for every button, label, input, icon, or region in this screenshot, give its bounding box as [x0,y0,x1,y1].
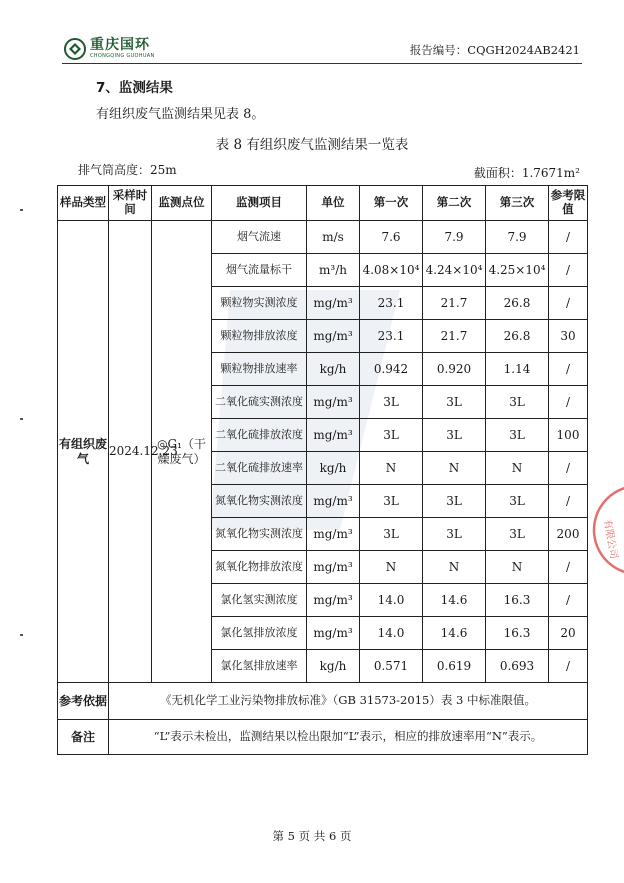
sample-type-cell: 有组织废气 [58,221,109,683]
value-third-cell: 3L [486,485,549,518]
unit-cell: mg/m³ [307,551,360,584]
limit-cell: / [549,386,588,419]
unit-cell: kg/h [307,650,360,683]
unit-cell: kg/h [307,353,360,386]
item-cell: 烟气流速 [212,221,307,254]
margin-mark [20,418,23,420]
svg-text:有限公司: 有限公司 [601,518,619,560]
value-second-cell: 0.920 [423,353,486,386]
value-first-cell: 0.942 [360,353,423,386]
value-third-cell: 7.9 [486,221,549,254]
value-first-cell: 3L [360,518,423,551]
note-row [58,720,588,755]
unit-cell: mg/m³ [307,485,360,518]
value-first-cell: 0.571 [360,650,423,683]
value-second-cell: 0.619 [423,650,486,683]
limit-cell: 200 [549,518,588,551]
limit-cell: / [549,584,588,617]
item-cell: 氯化氢实测浓度 [212,584,307,617]
value-third-cell: 16.3 [486,617,549,650]
value-second-cell: 4.24×10⁴ [423,254,486,287]
limit-cell: / [549,353,588,386]
page-footer: 第 5 页 共 6 页 [272,829,352,843]
value-third-cell: 26.8 [486,287,549,320]
company-seal [578,480,624,580]
value-first-cell: 14.0 [360,617,423,650]
value-first-cell: N [360,452,423,485]
value-third-cell: 4.25×10⁴ [486,254,549,287]
table-header-row [58,186,588,221]
page-header [0,0,624,70]
header-limit: 参考限值 [549,186,588,221]
value-first-cell: 3L [360,386,423,419]
value-second-cell: N [423,452,486,485]
value-third-cell: 26.8 [486,320,549,353]
value-third-cell: 3L [486,419,549,452]
value-third-cell: 0.693 [486,650,549,683]
value-second-cell: 21.7 [423,320,486,353]
header-unit: 单位 [307,186,360,221]
margin-mark [20,634,23,636]
margin-mark [20,209,23,211]
limit-cell: / [549,551,588,584]
limit-cell: / [549,254,588,287]
limit-cell: / [549,221,588,254]
limit-cell: / [549,485,588,518]
value-first-cell: N [360,551,423,584]
item-cell: 二氧化硫排放浓度 [212,419,307,452]
reference-label: 参考依据 [58,683,109,720]
cross-section-area: 截面积：1.7671m² [473,166,580,180]
logo-en-text: CHONGQING GUOHUAN [90,53,155,59]
unit-cell: kg/h [307,452,360,485]
header-point: 监测点位 [152,186,212,221]
limit-cell: / [549,650,588,683]
section-intro: 有组织废气监测结果见表 8。 [96,107,265,122]
header-third: 第三次 [486,186,549,221]
logo-icon [64,38,86,60]
value-third-cell: N [486,551,549,584]
value-third-cell: N [486,452,549,485]
stack-height: 排气筒高度：25m [78,163,177,177]
item-cell: 颗粒物实测浓度 [212,287,307,320]
item-cell: 二氧化硫排放速率 [212,452,307,485]
limit-cell: 100 [549,419,588,452]
table-row [58,221,588,254]
unit-cell: mg/m³ [307,518,360,551]
header-second: 第二次 [423,186,486,221]
limit-cell: 20 [549,617,588,650]
item-cell: 氯化氢排放速率 [212,650,307,683]
item-cell: 颗粒物排放浓度 [212,320,307,353]
value-second-cell: 3L [423,485,486,518]
item-cell: 氮氧化物实测浓度 [212,518,307,551]
value-first-cell: 3L [360,419,423,452]
value-first-cell: 3L [360,485,423,518]
table-caption: 表 8 有组织废气监测结果一览表 [215,137,409,153]
value-second-cell: N [423,551,486,584]
note-label: 备注 [58,720,109,755]
value-second-cell: 3L [423,518,486,551]
value-first-cell: 23.1 [360,287,423,320]
company-logo [64,38,204,64]
unit-cell: m/s [307,221,360,254]
value-first-cell: 4.08×10⁴ [360,254,423,287]
report-number: 报告编号：CQGH2024AB2421 [409,43,580,57]
reference-text: 《无机化学工业污染物排放标准》（GB 31573-2015）表 3 中标准限值。 [109,683,588,720]
header-rule [62,63,582,64]
value-third-cell: 16.3 [486,584,549,617]
reference-row [58,683,588,720]
value-third-cell: 3L [486,518,549,551]
header-sample-time: 采样时间 [109,186,152,221]
value-second-cell: 3L [423,419,486,452]
value-first-cell: 14.0 [360,584,423,617]
limit-cell: / [549,287,588,320]
unit-cell: mg/m³ [307,584,360,617]
item-cell: 二氧化硫实测浓度 [212,386,307,419]
value-second-cell: 14.6 [423,584,486,617]
item-cell: 氮氧化物实测浓度 [212,485,307,518]
value-second-cell: 21.7 [423,287,486,320]
item-cell: 颗粒物排放速率 [212,353,307,386]
value-third-cell: 3L [486,386,549,419]
value-third-cell: 1.14 [486,353,549,386]
unit-cell: mg/m³ [307,320,360,353]
value-second-cell: 7.9 [423,221,486,254]
value-first-cell: 7.6 [360,221,423,254]
limit-cell: / [549,452,588,485]
point-cell: ◎G₁（干燥废气） [152,221,212,683]
item-cell: 烟气流量标干 [212,254,307,287]
results-table [57,185,588,755]
unit-cell: mg/m³ [307,386,360,419]
value-second-cell: 14.6 [423,617,486,650]
item-cell: 氮氧化物排放浓度 [212,551,307,584]
item-cell: 氯化氢排放浓度 [212,617,307,650]
note-text: “L”表示未检出，监测结果以检出限加“L”表示，相应的排放速率用“N”表示。 [109,720,588,755]
limit-cell: 30 [549,320,588,353]
sample-time-cell: 2024.12.23 [109,221,152,683]
header-item: 监测项目 [212,186,307,221]
header-sample-type: 样品类型 [58,186,109,221]
value-first-cell: 23.1 [360,320,423,353]
unit-cell: mg/m³ [307,419,360,452]
unit-cell: mg/m³ [307,617,360,650]
section-title: 7、监测结果 [96,80,173,96]
logo-cn-text: 重庆国环 [90,37,150,53]
unit-cell: m³/h [307,254,360,287]
value-second-cell: 3L [423,386,486,419]
header-first: 第一次 [360,186,423,221]
unit-cell: mg/m³ [307,287,360,320]
